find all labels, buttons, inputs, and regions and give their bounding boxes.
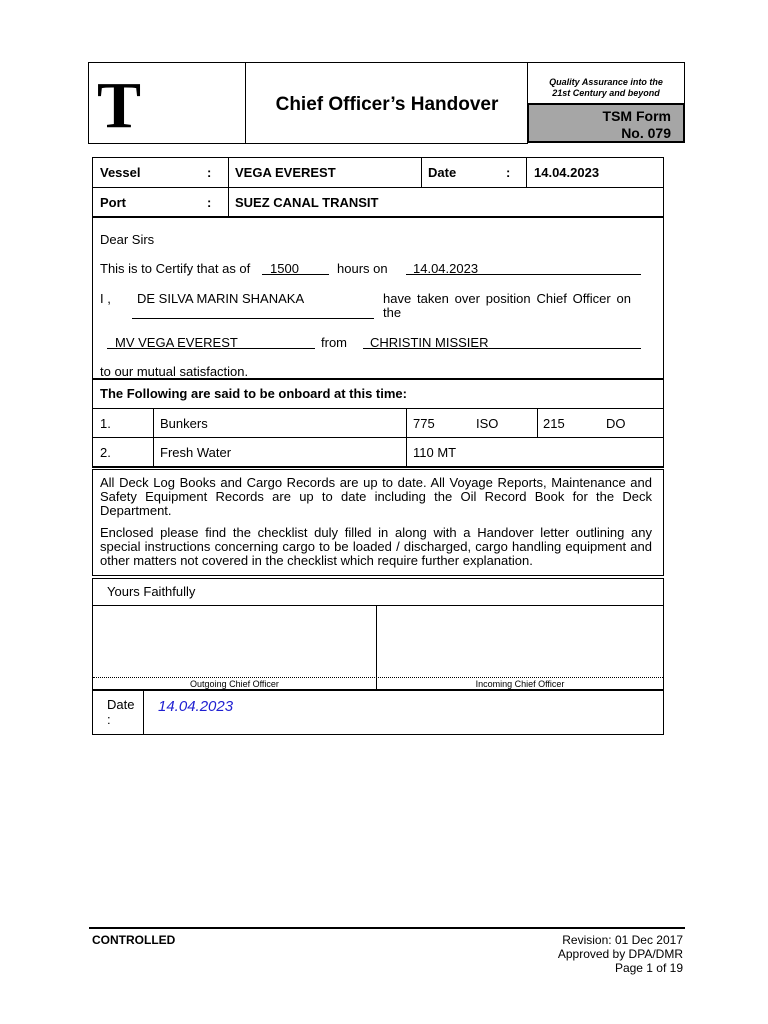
- salutation: Dear Sirs: [100, 232, 155, 247]
- info-row-divider: [92, 187, 664, 188]
- header-tagline-box: [527, 62, 685, 104]
- from-label: from: [321, 335, 347, 350]
- onboard-divider-2: [92, 437, 664, 438]
- onboard-col-1: [153, 408, 154, 467]
- company-logo: T: [97, 69, 142, 142]
- tagline-line-1: Quality Assurance into the: [549, 77, 663, 87]
- vessel-colon: :: [207, 165, 212, 180]
- header-logo-box: [88, 62, 246, 144]
- onboard-col-3: [537, 408, 538, 437]
- records-top-double: [92, 467, 664, 468]
- signature-date-value: 14.04.2023: [158, 698, 234, 715]
- i-prefix: I ,: [100, 291, 111, 306]
- header-bottom-line: [246, 143, 528, 144]
- onboard-divider-1: [92, 408, 664, 409]
- form-line-2: No. 079: [621, 125, 671, 141]
- onboard-row-1-num: 1.: [100, 416, 111, 431]
- vessel-label: Vessel: [100, 165, 141, 180]
- yours-faithfully: Yours Faithfully: [107, 584, 196, 599]
- tagline-line-2: 21st Century and beyond: [552, 88, 660, 98]
- officer-name: DE SILVA MARIN SHANAKA: [137, 291, 305, 306]
- vessel-value: VEGA EVEREST: [235, 165, 336, 180]
- signature-date-label: Date: [107, 697, 135, 712]
- header-top-line: [246, 62, 528, 63]
- incoming-officer-label: Incoming Chief Officer: [475, 679, 565, 689]
- onboard-row-1-item: Bunkers: [160, 416, 208, 431]
- footer-rule: [89, 927, 685, 929]
- port-value: SUEZ CANAL TRANSIT: [235, 195, 379, 210]
- date-label: Date: [428, 165, 457, 180]
- port-colon: :: [207, 195, 212, 210]
- footer-approved: Approved by DPA/DMR: [557, 947, 683, 961]
- info-col-divider-2: [421, 157, 422, 187]
- onboard-row-2-item: Fresh Water: [160, 445, 232, 460]
- signature-date-colon: :: [107, 712, 111, 727]
- certify-date-value: 14.04.2023: [413, 261, 479, 276]
- certify-text: This is to Certify that as of: [100, 261, 251, 276]
- officer-name-underline: [132, 318, 374, 319]
- onboard-row-1-v1: 775: [413, 416, 435, 431]
- letter-vessel-underline: [107, 348, 315, 349]
- outgoing-officer-label: Outgoing Chief Officer: [190, 679, 279, 689]
- info-col-divider-1: [228, 157, 229, 217]
- onboard-heading: The Following are said to be onboard at this time:: [100, 386, 407, 401]
- onboard-row-2-v1: 110 MT: [413, 445, 457, 460]
- letter-vessel-value: MV VEGA EVEREST: [115, 335, 238, 350]
- onboard-row-2-num: 2.: [100, 445, 111, 460]
- certify-date-underline: [406, 274, 641, 275]
- port-label: Port: [100, 195, 126, 210]
- taken-over-text-1: have taken over position Chief Officer on: [383, 291, 631, 306]
- footer-controlled: CONTROLLED: [92, 933, 176, 947]
- records-para-1: All Deck Log Books and Cargo Records are up to date. All Voyage Reports, Maintenance and Safety Equipment Records are up to date including the Oil Record Book for the Deck Department.: [100, 475, 652, 518]
- hours-on-text: hours on: [337, 261, 388, 276]
- onboard-row-1-v2: 215: [543, 416, 565, 431]
- signature-date-divider: [143, 690, 144, 735]
- signature-dotted-line: [93, 677, 663, 678]
- date-value: 14.04.2023: [534, 165, 600, 180]
- page-title: Chief Officer’s Handover: [275, 94, 499, 115]
- from-value: CHRISTIN MISSIER: [370, 335, 489, 350]
- date-colon: :: [506, 165, 511, 180]
- form-line-1: TSM Form: [602, 108, 671, 124]
- footer-revision: Revision: 01 Dec 2017: [562, 933, 683, 947]
- from-underline: [363, 348, 641, 349]
- footer-page: Page 1 of 19: [614, 961, 683, 975]
- records-para-2: Enclosed please find the checklist duly filled in along with a Handover letter outlining any special instructions concerning cargo to be loaded / discharged, cargo handling equipment and other matters not covered in the checklist which require further explanation.: [100, 525, 652, 568]
- onboard-col-2: [406, 408, 407, 467]
- time-value: 1500: [270, 261, 299, 276]
- closing-text: to our mutual satisfaction.: [100, 364, 249, 379]
- taken-over-text-2: the: [383, 305, 402, 320]
- time-underline: [262, 274, 329, 275]
- info-col-divider-3: [526, 157, 527, 187]
- onboard-row-1-v2-unit: DO: [606, 416, 626, 431]
- form-number-box: [527, 103, 685, 143]
- onboard-row-1-v1-unit: ISO: [476, 416, 499, 431]
